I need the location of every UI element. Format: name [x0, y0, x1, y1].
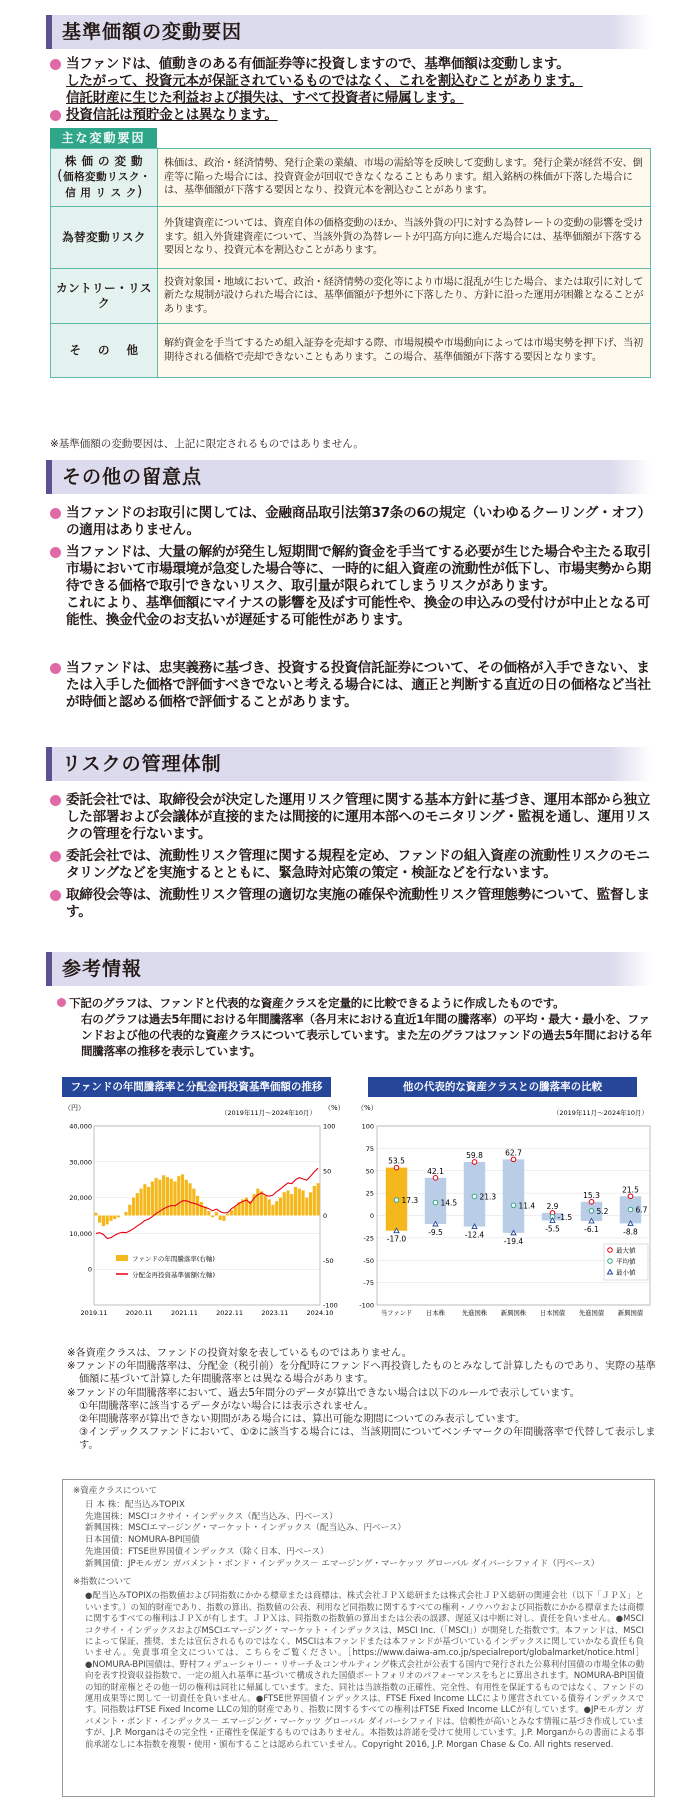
return-bar — [256, 1189, 259, 1216]
bullet-text: 委託会社では、取締役会が決定した運用リスク管理に関する基本方針に基づき、運用本部から独立した部署および会議体が直接的または間接的に運用本部へのモニタリング・監視を通し、運用リスクの管理を行ないます。 — [66, 792, 651, 842]
category-label: 新興国債 — [617, 1310, 644, 1317]
y-left-tick: 40,000 — [69, 1122, 92, 1131]
bullet-text-underlined: したがって、投資元本が保証されているものではなく、これを割込むことがあります。 — [66, 73, 583, 89]
return-bar — [305, 1198, 308, 1216]
section-title-other-notes: その他の留意点 — [46, 460, 651, 494]
return-bar — [234, 1207, 237, 1216]
risk-table — [50, 148, 651, 378]
y-right-tick: -50 — [323, 1256, 334, 1265]
return-bar — [309, 1192, 312, 1215]
risk-desc-cell: 投資対象国・地域において、政治・経済情勢の変化等により市場に混乱が生じた場合、または取引に対して新たな規制が設けられた場合には、基準価額が予想外に下落したり、方針に沿った運用が困難となることがあります。 — [158, 269, 651, 324]
legend-max-icon — [608, 1248, 613, 1253]
list-item: 新興国債：JPモルガン ガバメント・ボンド・インデックス－ エマージング・マーケッツ グローバル ダイバーシファイド（円ベース） — [85, 1558, 600, 1569]
return-bar — [275, 1201, 278, 1215]
y-left-tick: 30,000 — [69, 1158, 92, 1167]
return-bar — [185, 1180, 188, 1216]
bullet-text: 取締役会等は、流動性リスク管理の適切な実施の確保や流動性リスク管理態勢について、監督します。 — [66, 887, 650, 920]
range-bar — [503, 1159, 524, 1232]
return-bar — [298, 1189, 301, 1216]
bullet-liquidity — [66, 544, 656, 629]
list-item: 先進国債：FTSE世界国債インデックス（除く日本、円ベース） — [85, 1546, 329, 1557]
index-info-box — [62, 1479, 655, 1797]
category-label: 当ファンド — [380, 1310, 413, 1317]
return-bar — [98, 1216, 101, 1223]
table-row — [51, 269, 651, 324]
legend-min-label: 最小値 — [616, 1268, 636, 1277]
return-bar — [286, 1190, 289, 1215]
legend-avg-icon — [608, 1259, 613, 1264]
avg-marker — [589, 1209, 594, 1214]
return-bar — [94, 1213, 97, 1216]
min-label: -9.5 — [428, 1228, 443, 1238]
category-label: 先進国債 — [578, 1310, 605, 1317]
y-tick: 0 — [369, 1212, 374, 1220]
section-title-risk-management: リスクの管理体制 — [46, 747, 651, 781]
min-label: -5.5 — [545, 1224, 560, 1234]
intro-text: 下記のグラフは、ファンドと代表的な資産クラスを定量的に比較できるように作成したものです。 — [69, 996, 565, 1010]
bullet-nav-change — [66, 56, 656, 107]
x-tick: 2024.10 — [306, 1309, 334, 1317]
avg-marker — [628, 1207, 633, 1212]
max-label: 2.9 — [546, 1201, 559, 1211]
max-marker — [394, 1165, 399, 1170]
min-label: -17.0 — [386, 1234, 407, 1244]
return-bar — [283, 1192, 286, 1215]
return-bar — [317, 1183, 320, 1215]
return-bar — [222, 1216, 225, 1221]
risk-name-cell: カントリー・リスク — [51, 269, 158, 324]
bullet-dot-icon — [50, 795, 61, 806]
avg-marker — [511, 1203, 516, 1208]
box-heading: ※指数について — [73, 1576, 132, 1587]
max-marker — [628, 1194, 633, 1199]
max-label: 42.1 — [427, 1166, 444, 1176]
avg-marker — [433, 1200, 438, 1205]
category-label: 新興国株 — [500, 1310, 527, 1317]
risk-name-cell: 為替変動リスク — [51, 207, 158, 269]
y-tick: -100 — [359, 1301, 374, 1310]
return-bar — [279, 1198, 282, 1216]
bullet-board — [66, 887, 656, 921]
return-bar — [268, 1199, 271, 1215]
bullet-text: 当ファンドは、大量の解約が発生し短期間で解約資金を手当てする必要が生じた場合や主たる取引市場において市場環境が急変した場合等に、一時的に組入資産の流動性が低下し、市場実勢から期待できる価格で取引できないリスク、取引量が限られてしまうリスクがあります。 — [66, 544, 651, 594]
risk-desc-cell: 株価は、政治・経済情勢、発行企業の業績、市場の需給等を反映して変動します。発行企業が経営不安、倒産等に陥った場合には、投資資金が回収できなくなることもあります。組入銘柄の株価が下落した場合には、基準価額が下落する要因となり、投資元本を割込むことがあります。 — [158, 149, 651, 207]
min-label: -8.8 — [623, 1227, 638, 1237]
y-tick: 100 — [361, 1122, 374, 1131]
note-line: ※ファンドの年間騰落率は、分配金（税引前）を分配時にファンドへ再投資したものとみなして計算したものであり、実際の基準価額に基づいて計算した年間騰落率とは異なる場合があります。 — [67, 1361, 656, 1386]
table-row — [51, 207, 651, 269]
bullet-valuation — [66, 660, 656, 711]
risk-name-cell: 株 価 の 変 動 (価格変動リスク・ 信 用 リ ス ク) — [51, 149, 158, 207]
y-tick: -75 — [363, 1279, 374, 1288]
period-label: （2019年11月～2024年10月） — [220, 1109, 316, 1117]
list-item: 日 本 株：配当込みTOPIX — [85, 1499, 185, 1510]
return-bar — [177, 1176, 180, 1215]
asset-class-comparison-chart — [355, 1100, 655, 1340]
note-line: ③インデックスファンドにおいて、①②に該当する場合には、当該期間についてベンチマークの年間騰落率で代替して表示します。 — [79, 1427, 656, 1452]
bullet-text: これにより、基準価額にマイナスの影響を及ぼす可能性や、換金の申込みの受付けが中止となる可能性、換金代金のお支払いが遅延する可能性があります。 — [66, 595, 650, 628]
y-tick: 25 — [365, 1189, 374, 1198]
bullet-dot-icon — [57, 998, 66, 1007]
x-tick: 2020.11 — [125, 1309, 153, 1317]
bullet-cooling-off — [66, 505, 656, 539]
category-label: 先進国株 — [461, 1310, 488, 1317]
bullet-text: 当ファンドのお取引に関しては、金融商品取引法第37条の6の規定（いわゆるクーリング・オフ）の適用はありません。 — [66, 505, 651, 538]
section-title-nav-factors: 基準価額の変動要因 — [46, 15, 651, 49]
legend-bar-swatch — [116, 1255, 128, 1261]
return-bar — [188, 1183, 191, 1215]
table-footnote: ※基準価額の変動要因は、上記に限定されるものではありません。 — [50, 438, 364, 450]
section-title-reference: 参考情報 — [46, 952, 651, 986]
max-marker — [589, 1200, 594, 1205]
y-right-tick: 0 — [323, 1212, 328, 1220]
table-row — [51, 149, 651, 207]
return-bar — [151, 1181, 154, 1215]
y-right-tick: -100 — [323, 1301, 338, 1310]
return-bar — [313, 1186, 316, 1216]
bullet-text: 当ファンドは、値動きのある有価証券等に投資しますので、基準価額は変動します。 — [66, 56, 570, 72]
return-bar — [181, 1174, 184, 1215]
x-tick: 2021.11 — [170, 1309, 198, 1317]
return-bar — [102, 1216, 105, 1227]
avg-label: 21.3 — [479, 1192, 497, 1202]
bullet-risk-policy — [66, 792, 656, 843]
return-bar — [219, 1216, 222, 1220]
max-marker — [511, 1157, 516, 1162]
return-bar — [207, 1211, 210, 1215]
y-tick: -50 — [363, 1256, 374, 1265]
bullet-text-underlined: 投資信託は預貯金とは異なります。 — [66, 107, 278, 123]
y-left-tick: 20,000 — [69, 1194, 92, 1203]
max-label: 59.8 — [466, 1150, 483, 1160]
note-line: ※ファンドの年間騰落率において、過去5年間分のデータが算出できない場合は以下のルールで表示しています。 — [67, 1387, 580, 1399]
return-bar — [200, 1202, 203, 1215]
left-chart-title: ファンドの年間騰落率と分配金再投資基準価額の推移 — [62, 1077, 331, 1097]
box-heading: ※資産クラスについて — [73, 1486, 158, 1496]
y-tick: 50 — [365, 1167, 374, 1176]
bullet-dot-icon — [50, 508, 61, 519]
bullet-dot-icon — [50, 547, 61, 558]
y-unit: （%） — [357, 1104, 378, 1112]
legend-bar-label: ファンドの年間騰落率(右軸) — [132, 1255, 215, 1263]
return-bar — [226, 1214, 229, 1216]
return-bar — [211, 1216, 214, 1218]
table-row — [51, 324, 651, 378]
max-label: 15.3 — [583, 1190, 600, 1200]
return-bar — [170, 1179, 173, 1216]
avg-label: -1.5 — [557, 1212, 573, 1222]
avg-marker — [394, 1198, 399, 1203]
return-bar — [155, 1178, 158, 1216]
risk-table-header: 主な変動要因 — [50, 128, 157, 149]
bullet-dot-icon — [50, 851, 61, 862]
bullet-dot-icon — [50, 59, 61, 70]
avg-marker — [472, 1194, 477, 1199]
return-bar — [260, 1191, 263, 1215]
min-label: -6.1 — [584, 1224, 599, 1234]
index-disclaimer: ●配当込みTOPIXの指数値および同指数にかかる標章または商標は、株式会社ＪＰＸ総研または株式会社ＪＰＸ総研の関連会社（以下「ＪＰＸ」といいます。）の知的財産であり、指数の算出、指数値の公表、利用など同指数に関するすべての権利・ノウハウおよび同指数にかかる標章または商標に関するすべての権利はＪＰＸが有します。ＪＰＸは、同指数の指数値の算出または公表の誤謬、遅延又は中断に対し、責任を負いません。●MSCIコクサイ・インデックスおよびMSCIエマージング・マーケット・インデックスは、MSCI Inc.（「MSCI」）が開発した指数です。本ファンドは、MSCIによって保証、推奨、または宣伝されるものではなく、MSCIは本ファンドまたは本ファンドが基づいているインデックスに関していかなる責任も負いません。免責事項全文については、こちらをご覧ください。［https://www.daiwa-am.co.jp/specialreport/globalmarket/notice.html］●NOMURA-BPI国債は、野村フィデューシャリー・リサーチ＆コンサルティング株式会社が公表する国内で発行された公募利付国債の市場全体の動向を表す投資収益指数で、一定の組入れ基準に基づいて構成された国債ポートフォリオのパフォーマンスをもとに算出されます。NOMURA-BPI国債の知的財産権とその他一切の権利は同社に帰属しています。また、同社は当該指数の正確性、完全性、有用性を保証するものではなく、ファンドの運用成果等に関して一切責任を負いません。●FTSE世界国債インデックスは、FTSE Fixed Income LLCにより運営されている債券インデックスです。同指数はFTSE Fixed Income LLCの知的財産であり、指数に関するすべての権利はFTSE Fixed Income LLCが有しています。●JPモルガン ガバメント・ボンド・インデックス－ エマージング・マーケッツ グローバル ダイバーシファイドは、信頼性が高いとみなす情報に基づき作成していますが、J.P. Morganはその完全性・正確性を保証するものではありません。本指数は許諾を受けて使用しています。J.P. Morganからの書面による事前承諾なしに本指数を複製・使用・頒布することは認められていません。Copyright 2016, J.P. Morgan Chase & Co. All rights reserved. — [85, 1590, 644, 1749]
return-bar — [196, 1196, 199, 1216]
return-bar — [294, 1187, 297, 1216]
max-marker — [472, 1160, 477, 1165]
bullet-text: 委託会社では、流動性リスク管理に関する規程を定め、ファンドの組入資産の流動性リスクのモニタリングなどを実施するとともに、緊急時対応策の策定・検証などを行ないます。 — [66, 848, 650, 881]
bullet-not-deposit — [66, 107, 656, 124]
fund-return-chart — [62, 1100, 352, 1340]
return-bar — [140, 1189, 143, 1216]
return-bar — [128, 1205, 131, 1216]
list-item: 新興国株：MSCIエマージング・マーケット・インデックス（配当込み、円ベース） — [85, 1523, 407, 1534]
return-bar — [264, 1196, 267, 1216]
return-bar — [106, 1216, 109, 1225]
chart-notes — [67, 1347, 657, 1453]
avg-label: 17.3 — [401, 1196, 419, 1206]
y-left-unit: （円） — [64, 1104, 85, 1112]
bullet-text: 当ファンドは、忠実義務に基づき、投資する投資信託証券について、その価格が入手できない、または入手した価格で評価すべきでないと考える場合には、適正と判断する直近の日の価格など当社が時価と認める価格で評価することがあります。 — [66, 660, 651, 710]
note-line: ※各資産クラスは、ファンドの投資対象を表しているものではありません。 — [67, 1348, 412, 1359]
max-label: 21.5 — [622, 1185, 639, 1195]
list-item: 先進国株：MSCIコクサイ・インデックス（配当込み、円ベース） — [85, 1511, 338, 1522]
note-line: ①年間騰落率に該当するデータがない場合には表示されません。 — [79, 1400, 374, 1412]
period-label: （2019年11月～2024年10月） — [552, 1109, 648, 1117]
reference-intro — [69, 995, 653, 1059]
return-bar — [271, 1205, 274, 1216]
avg-label: 5.2 — [596, 1206, 609, 1216]
y-right-tick: 100 — [323, 1122, 336, 1131]
return-bar — [132, 1198, 135, 1216]
return-bar — [136, 1193, 139, 1215]
return-bar — [117, 1216, 120, 1218]
bullet-dot-icon — [50, 890, 61, 901]
avg-label: 14.5 — [440, 1198, 458, 1208]
return-bar — [173, 1181, 176, 1215]
risk-desc-cell: 外貨建資産については、資産自体の価格変動のほか、当該外貨の円に対する為替レートの変動の影響を受けます。組入外貨建資産について、当該外貨の為替レートが円高方向に進んだ場合には、基準価額が下落する要因となり、投資元本を割込むことがあります。 — [158, 207, 651, 269]
avg-label: 11.4 — [518, 1201, 536, 1211]
return-bar — [166, 1177, 169, 1215]
bullet-dot-icon — [50, 663, 61, 674]
return-bar — [113, 1216, 116, 1220]
avg-label: 6.7 — [635, 1205, 648, 1215]
max-label: 62.7 — [505, 1148, 522, 1158]
x-tick: 2019.11 — [80, 1309, 108, 1317]
list-item: 日本国債：NOMURA-BPI国債 — [85, 1535, 200, 1546]
min-label: -12.4 — [464, 1230, 485, 1240]
risk-name-cell: そ の 他 — [51, 324, 158, 378]
return-bar — [109, 1216, 112, 1221]
x-tick: 2022.11 — [216, 1309, 244, 1317]
return-bar — [290, 1194, 293, 1215]
legend-line-label: 分配金再投資基準価額(左軸) — [132, 1271, 216, 1279]
max-label: 53.5 — [388, 1156, 405, 1166]
y-tick: -25 — [363, 1234, 374, 1243]
max-marker — [433, 1176, 438, 1181]
y-left-tick: 10,000 — [69, 1229, 92, 1238]
category-label: 日本株 — [426, 1310, 445, 1317]
return-bar — [192, 1189, 195, 1216]
bullet-dot-icon — [50, 110, 61, 121]
return-bar — [215, 1212, 218, 1216]
y-left-tick: 0 — [87, 1265, 92, 1274]
return-bar — [230, 1210, 233, 1215]
intro-text: 右のグラフは過去5年間における年間騰落率（各月末における直近1年間の騰落率）の平均・最大・最小を、ファンドおよび他の代表的な資産クラスについて表示しています。また左のグラフはファンドの過去5年間における年間騰落率の推移を表示しています。 — [81, 1012, 652, 1058]
y-right-unit: （%） — [324, 1104, 345, 1112]
legend-avg-label: 平均値 — [616, 1257, 636, 1266]
right-chart-title: 他の代表的な資産クラスとの騰落率の比較 — [368, 1077, 637, 1097]
bullet-text-underlined: 信託財産に生じた利益および損失は、すべて投資者に帰属します。 — [66, 90, 464, 106]
category-label: 日本国債 — [539, 1310, 566, 1317]
bullet-liquidity-rules — [66, 848, 656, 882]
y-tick: 75 — [365, 1144, 374, 1153]
min-label: -19.4 — [503, 1236, 524, 1246]
return-bar — [301, 1190, 304, 1215]
asset-class-list — [73, 1500, 644, 1571]
return-bar — [124, 1212, 127, 1216]
y-right-tick: 50 — [323, 1167, 332, 1176]
return-bar — [147, 1187, 150, 1216]
x-tick: 2023.11 — [261, 1309, 289, 1317]
return-bar — [143, 1184, 146, 1215]
risk-desc-cell: 解約資金を手当てするため組入証券を売却する際、市場規模や市場動向によっては市場実勢を押下げ、当初期待される価格で売却できないこともあります。この場合、基準価額が下落する要因となります。 — [158, 324, 651, 378]
legend-max-label: 最大値 — [616, 1246, 636, 1255]
note-line: ②年間騰落率が算出できない期間がある場合には、算出可能な期間についてのみ表示しています。 — [79, 1414, 526, 1426]
